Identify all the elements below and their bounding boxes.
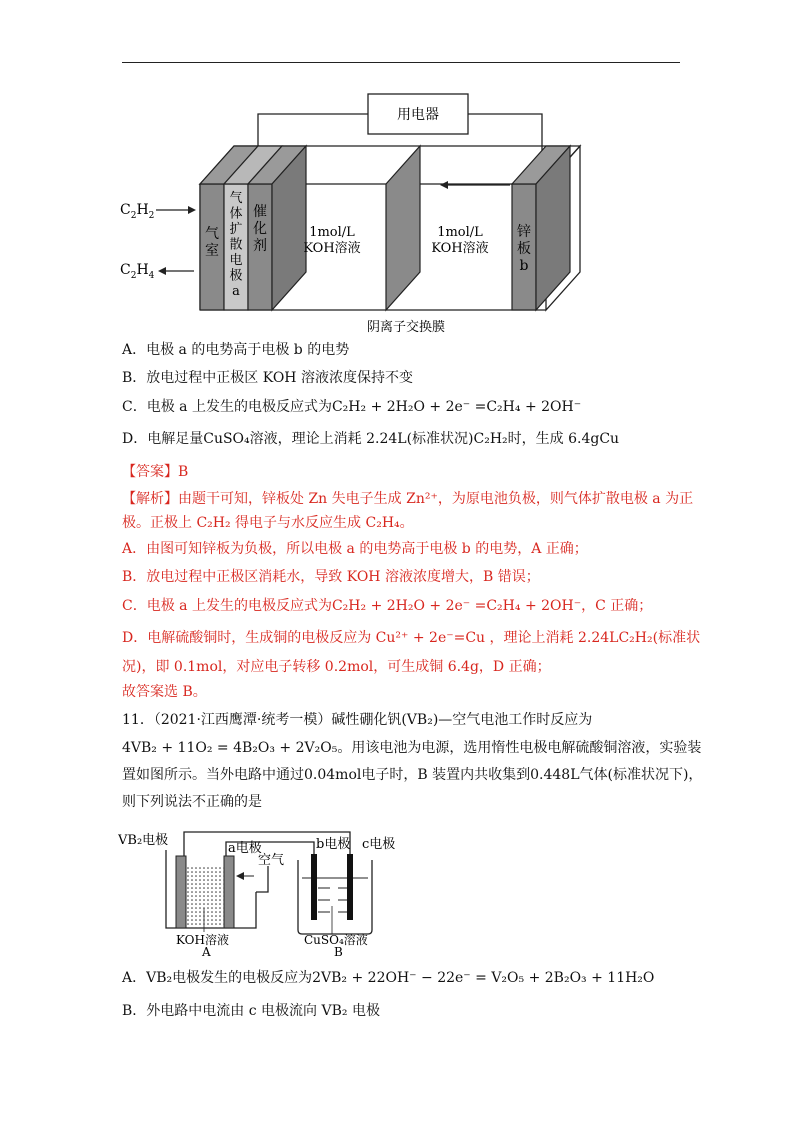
vertical-char: 化 [253,221,267,237]
air-label: 空气 [258,853,285,868]
membrane-label: 阴离子交换膜 [366,320,446,335]
vertical-char: a [232,284,240,299]
vertical-char: 散 [229,237,243,253]
vertical-char: 锌 [517,224,531,240]
q10-option-c: C．电极 a 上发生的电极反应式为C₂H₂ + 2H₂O + 2e⁻ =C₂H₄ + 2OH⁻ [122,399,582,415]
q11-option-b: B．外电路中电流由 c 电极流向 VB₂ 电极 [122,1003,380,1019]
b-electrode [311,854,317,920]
input-gas-label: $C_2H_2$ [120,202,155,221]
electrode-a-label [229,191,242,299]
q10-analysis-line2: 极。正极上 C₂H₂ 得电子与水反应生成 C₂H₄。 [122,515,414,531]
q10-option-b: B．放电过程中正极区 KOH 溶液浓度保持不变 [122,370,413,386]
device-label: 用电器 [397,107,439,123]
vertical-char: 板 [517,241,531,257]
q10-option-a: A．电极 a 的电势高于电极 b 的电势 [122,342,350,358]
right-solution-conc: 1mol/L [437,225,483,240]
output-gas-label: $C_2H_4$ [120,262,155,281]
q11-stem-line4: 则下列说法不正确的是 [122,794,262,810]
q10-analysis-d-cont: 况)，即 0.1mol，对应电子转移 0.2mol，可生成铜 6.4g，D 正确； [122,659,551,675]
b-electrode-label: b电极 [316,837,351,852]
q11-option-a-equation: 2VB₂ + 22OH⁻ − 22e⁻ = V₂O₅ + 2B₂O₃ + 11H₂O [312,970,655,986]
left-solution-name: KOH溶液 [303,241,361,256]
koh-solution-label: KOH溶液 [176,933,229,947]
q10-analysis-b: B．放电过程中正极区消耗水，导致 KOH 溶液浓度增大，B 错误； [122,569,540,585]
vertical-char: 催 [253,204,267,220]
cell-a-label: A [202,945,211,958]
cuso4-solution-label: CuSO₄溶液 [304,933,368,947]
vertical-char: 电 [229,253,243,268]
a-electrode-label: a电极 [228,841,262,856]
right-solution-name: KOH溶液 [431,241,489,256]
q10-conclusion: 故答案选 B。 [122,684,207,700]
anion-exchange-membrane [386,146,420,310]
vertical-char: b [519,258,529,274]
q10-analysis-a: A．由图可知锌板为负极，所以电极 a 的电势高于电极 b 的电势，A 正确； [122,541,588,557]
vb2-electrode-label: VB₂电极 [118,833,169,848]
q11-stem-line1: 11．（2021·江西鹰潭·统考一模）碱性硼化钒(VB₂)—空气电池工作时反应为 [122,712,593,728]
q11-reaction-equation: 4VB₂ + 11O₂ = 4B₂O₃ + 2V₂O₅ [122,740,338,756]
wire-right [468,114,542,162]
q11-option-a: A．VB₂电极发生的电极反应为2VB₂ + 22OH⁻ − 22e⁻ = V₂O₅ + 2B₂O₃ + 11H₂O [122,970,655,986]
vertical-char: 气 [229,191,243,206]
electrolysis-diagram [118,826,418,958]
gas-chamber-label: 气室 [205,226,219,259]
q10-answer: 【答案】B [122,464,189,480]
catalyst-label [253,203,267,254]
q10-analysis-line1: 【解析】由题干可知，锌板处 Zn 失电子生成 Zn²⁺，为原电池负极，则气体扩散电极 a 为正 [122,491,694,507]
q10-analysis-d: D．电解硫酸铜时，生成铜的电极反应为 Cu²⁺ + 2e⁻=Cu ，理论上消耗 2.24LC₂H₂(标准状 [122,630,701,646]
fuel-cell-diagram [110,88,590,338]
vertical-char: 扩 [229,222,243,237]
cell-b-label: B [334,945,343,958]
koh-solution [186,866,224,928]
q11-stem-line2: 4VB₂ + 11O₂ = 4B₂O₃ + 2V₂O₅。用该电池为电源，选用惰性电极电解硫酸铜溶液，实验装 [122,740,702,756]
q11-stem-line3: 置如图所示。当外电路中通过0.04mol电子时，B 装置内共收集到0.448L气体(标准状况下)， [122,767,703,783]
vb2-electrode [176,856,186,928]
a-electrode [224,856,234,928]
vertical-char: 剂 [253,238,267,254]
q10-analysis-c: C．电极 a 上发生的电极反应式为C₂H₂ + 2H₂O + 2e⁻ =C₂H₄ + 2OH⁻，C 正确； [122,598,653,614]
c-electrode [347,854,353,920]
c-electrode-label: c电极 [362,837,396,852]
q10-option-c-equation: C₂H₂ + 2H₂O + 2e⁻ =C₂H₄ + 2OH⁻ [331,399,582,415]
vertical-char: 极 [229,268,243,284]
left-solution-conc: 1mol/L [309,225,355,240]
header-rule [122,62,680,63]
vertical-char: 体 [229,206,243,222]
cell-b-beaker [298,860,372,934]
q10-option-d: D．电解足量CuSO₄溶液，理论上消耗 2.24L(标准状况)C₂H₂时，生成 6.4gCu [122,431,620,447]
